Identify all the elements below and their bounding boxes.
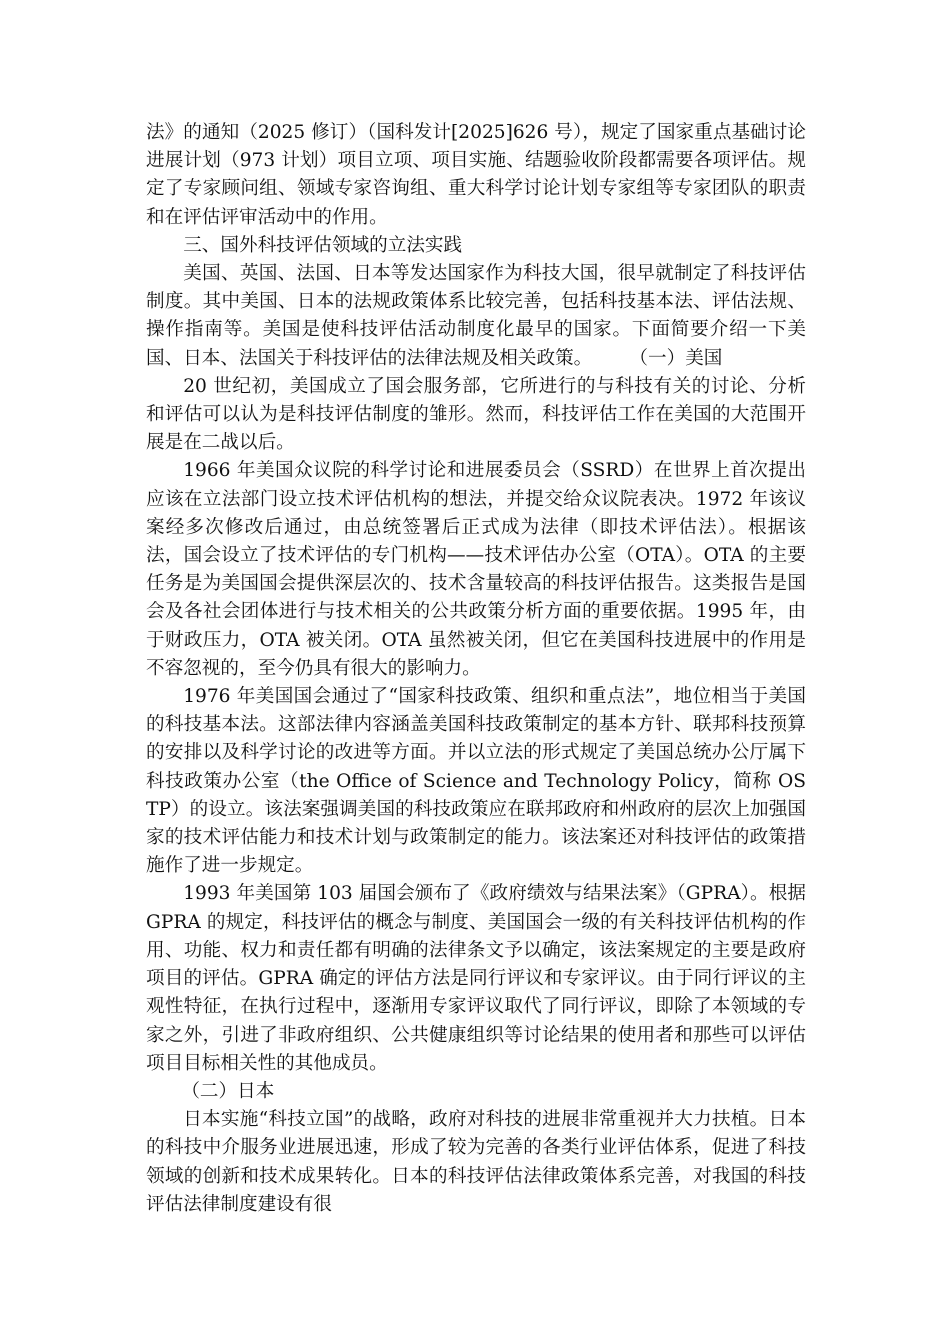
document-page <box>146 119 806 1219</box>
section-heading-foreign-legislation: 三、国外科技评估领域的立法实践 <box>183 234 463 256</box>
paragraph-us-1976: 1976 年美国国会通过了“国家科技政策、组织和重点法”，地位相当于美国的科技基本法。这部法律内容涵盖美国科技政策制定的基本方针、联邦科技预算的安排以及科学讨论的改进等方面。并以立法的形式规定了美国总统办公厅属下科技政策办公室（the Office of Science and Technology Policy，简称 OSTP）的设立。该法案强调美国的科技政策应在联邦政府和州政府的层次上加强国家的技术评估能力和技术计划与政策制定的能力。该法案还对科技评估的政策措施作了进一步规定。 <box>146 686 806 877</box>
paragraph-us-1993: 1993 年美国第 103 届国会颁布了《政府绩效与结果法案》（GPRA）。根据 GPRA 的规定，科技评估的概念与制度、美国国会一级的有关科技评估机构的作用、功能、权力和责任都有明确的法律条文予以确定，该法案规定的主要是政府项目的评估。GPRA 确定的评估方法是同行评议和专家评议。由于同行评议的主观性特征，在执行过程中，逐渐用专家评议取代了同行评议，即除了本领域的专家之外，引进了非政府组织、公共健康组织等讨论结果的使用者和那些可以评估项目目标相关性的其他成员。 <box>146 883 806 1074</box>
paragraph-continuation: 法》的通知（2025 修订）（国科发计[2025]626 号），规定了国家重点基础讨论进展计划（973 计划）项目立项、项目实施、结题验收阶段都需要各项评估。规定了专家顾问组、领域专家咨询组、重大科学讨论计划专家组等专家团队的职责和在评估评审活动中的作用。 <box>146 122 806 228</box>
paragraph-us-1966: 1966 年美国众议院的科学讨论和进展委员会（SSRD）在世界上首次提出应该在立法部门设立技术评估机构的想法，并提交给众议院表决。1972 年该议案经多次修改后通过，由总统签署后正式成为法律（即技术评估法）。根据该法，国会设立了技术评估的专门机构——技术评估办公室（OTA）。OTA 的主要任务是为美国国会提供深层次的、技术含量较高的科技评估报告。这类报告是国会及各社会团体进行与技术相关的公共政策分析方面的重要依据。1995 年，由于财政压力，OTA 被关闭。OTA 虽然被关闭，但它在美国科技进展中的作用是不容忽视的，至今仍具有很大的影响力。 <box>146 460 806 679</box>
subsection-heading-japan: （二）日本 <box>181 1080 275 1102</box>
paragraph-us-early: 20 世纪初，美国成立了国会服务部，它所进行的与科技有关的讨论、分析和评估可以认为是科技评估制度的雏形。然而，科技评估工作在美国的大范围开展是在二战以后。 <box>146 375 806 454</box>
paragraph-japan: 日本实施“科技立国”的战略，政府对科技的进展非常重视并大力扶植。日本的科技中介服务业进展迅速，形成了较为完善的各类行业评估体系，促进了科技领域的创新和技术成果转化。日本的科技评估法律政策体系完善，对我国的科技评估法律制度建设有很 <box>146 1109 806 1215</box>
paragraph-intro: 美国、英国、法国、日本等发达国家作为科技大国，很早就制定了科技评估制度。其中美国、日本的法规政策体系比较完善，包括科技基本法、评估法规、操作指南等。美国是使科技评估活动制度化最早的国家。下面简要介绍一下美国、日本、法国关于科技评估的法律法规及相关政策。 （一）美国 <box>146 263 806 369</box>
